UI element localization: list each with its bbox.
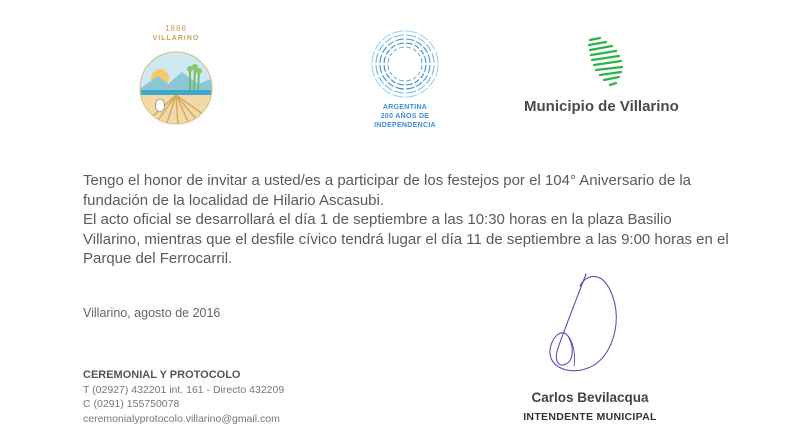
seal-name: VILLARINO <box>152 35 200 42</box>
invitation-paragraph-2: El acto oficial se desarrollará el día 1 de septiembre a las 10:30 horas en la plaza Basilio Villarino, mientras que el desfile cívico tendrá lugar el día 11 de septiembre a las 9:00 horas en el Parque del Ferrocarril. <box>83 211 729 267</box>
bicentenario-line1: ARGENTINA <box>382 104 428 111</box>
bicentenario-sun-icon <box>369 28 441 100</box>
municipio-name: Municipio de Villarino <box>524 98 679 115</box>
ceremonial-contact <box>83 368 284 426</box>
invitation-body <box>83 171 733 269</box>
bicentenario-logo <box>360 28 450 132</box>
ceremonial-title: CEREMONIAL Y PROTOCOLO <box>83 369 241 381</box>
ceremonial-phone-1: T (02927) 432201 int. 161 - Directo 432209 <box>83 383 285 396</box>
municipio-map-icon <box>586 36 626 88</box>
seal-emblem-icon <box>138 50 214 126</box>
bicentenario-line2: 200 AÑOS DE <box>380 113 430 120</box>
place-date: Villarino, agosto de 2016 <box>83 306 221 320</box>
seal-year: 1886 <box>165 24 187 33</box>
municipio-logo <box>522 36 692 120</box>
villarino-seal-logo <box>136 22 216 130</box>
bicentenario-line3: INDEPENDENCIA <box>374 122 436 129</box>
signer-name: Carlos Bevilacqua <box>531 390 649 405</box>
ceremonial-email: ceremonialyprotocolo.villarino@gmail.com <box>83 412 280 425</box>
signer-role: INTENDENTE MUNICIPAL <box>523 411 657 423</box>
invitation-paragraph-1: Tengo el honor de invitar a usted/es a participar de los festejos por el 104° Aniversario de la fundación de la localidad de Hilario Ascasubi. <box>83 172 692 209</box>
handwritten-signature <box>528 270 648 380</box>
ceremonial-phone-2: C (0291) 155750078 <box>83 398 180 410</box>
